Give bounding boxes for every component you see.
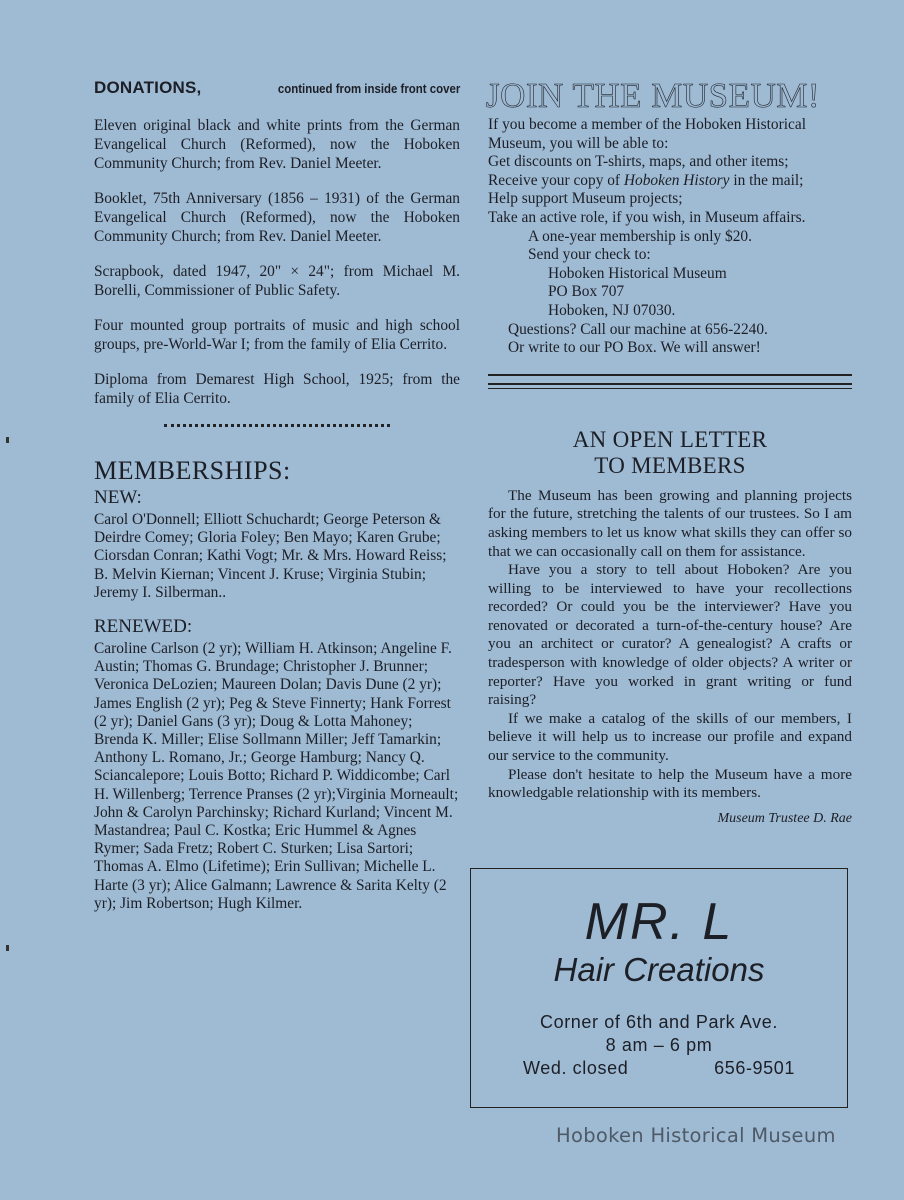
memberships-title: MEMBERSHIPS: bbox=[94, 456, 291, 485]
join-line: Museum, you will be able to: bbox=[488, 134, 669, 152]
open-letter-title-line2: TO MEMBERS bbox=[594, 452, 746, 478]
letter-paragraph: The Museum has been growing and planning projects for the future, stretching the talents of our trustees. So I am asking members to let us know what skills they can offer so that we can occasionally call on them for assistance. bbox=[488, 486, 852, 560]
ad-location: Corner of 6th and Park Ave. bbox=[539, 1012, 778, 1032]
join-museum-title: JOIN THE MUSEUM! bbox=[486, 76, 821, 115]
ad-business-subtitle: Hair Creations bbox=[553, 951, 765, 988]
donation-item: Diploma from Demarest High School, 1925; from the family of Elia Cerrito. bbox=[94, 371, 460, 407]
hair-salon-ad bbox=[470, 868, 848, 1108]
join-line bbox=[488, 172, 852, 191]
donation-item: Four mounted group portraits of music and high school groups, pre-World-War I; from the family of Elia Cerrito. bbox=[94, 317, 460, 353]
edge-mark bbox=[6, 437, 9, 443]
ad-closed-day: Wed. closed bbox=[523, 1058, 629, 1078]
publication-name: Hoboken History bbox=[623, 171, 730, 189]
address-line: Hoboken Historical Museum bbox=[548, 264, 727, 282]
join-text: Receive your copy of bbox=[488, 171, 624, 189]
ad-closed-phone-row bbox=[471, 1057, 847, 1080]
donations-header bbox=[94, 78, 460, 98]
join-text: in the mail; bbox=[729, 171, 804, 189]
new-members-list: Carol O'Donnell; Elliott Schuchardt; George Peterson & Deirdre Comey; Gloria Foley; Ben Mayo; Karen Grube; Ciorsdan Conran; Kathi Vogt; Mr. & Mrs. Howard Reiss; B. Melvin Kiernan; Vincent J. Kruse; Virginia Stubin; Jeremy I. Silberman.. bbox=[94, 511, 447, 601]
write-line: Or write to our PO Box. We will answer! bbox=[508, 339, 761, 357]
donation-item: Booklet, 75th Anniversary (1856 – 1931) of the German Evangelical Church (Reformed), now the Hoboken Community Church; from Rev. Daniel Meeter. bbox=[94, 190, 460, 245]
renewed-members-list: Caroline Carlson (2 yr); William H. Atkinson; Angeline F. Austin; Thomas G. Brundage; Christopher J. Brunner; Veronica DeLozien; Maureen Dolan; Davis Dune (2 yr); James English (2 yr); Peg & Steve Finnerty; Hank Forrest (2 yr); Daniel Gans (3 yr); Doug & Lotta Mahoney; Brenda K. Miller; Elise Sollmann Miller; Jeff Tamarkin; Anthony L. Romano, Jr.; George Hamburg; Nancy Q. Sciancalepore; Louis Botto; Richard P. Widdicombe; Carl H. Willenberg; Terrence Pranses (2 yr);Virginia Morneault; John & Carolyn Parchinsky; Richard Kurland; Vincent M. Mastandrea; Paul C. Kostka; Eric Hummel & Agnes Rymer; Sada Fretz; Robert C. Sturken; Lisa Sartori; Thomas A. Elmo (Lifetime); Erin Sullivan; Michelle L. Harte (3 yr); Alice Galmann; Lawrence & Sarita Kelty (2 yr); Jim Robertson; Hugh Kilmer. bbox=[94, 640, 459, 912]
watermark: Hoboken Historical Museum bbox=[556, 1124, 836, 1147]
address-line: PO Box 707 bbox=[548, 283, 625, 301]
questions-line: Questions? Call our machine at 656-2240. bbox=[508, 320, 768, 338]
letter-paragraph: If we make a catalog of the skills of our members, I believe it will help us to increase our profile and expand our service to the community. bbox=[488, 709, 852, 765]
send-check-line: Send your check to: bbox=[528, 246, 651, 264]
right-column bbox=[488, 78, 852, 827]
letter-paragraph: Please don't hesitate to help the Museum have a more knowledgable relationship with its members. bbox=[488, 765, 852, 802]
join-line: Help support Museum projects; bbox=[488, 190, 683, 208]
double-rule bbox=[488, 374, 852, 385]
join-line: Take an active role, if you wish, in Museum affairs. bbox=[488, 208, 806, 226]
join-line: If you become a member of the Hoboken Historical bbox=[488, 116, 806, 133]
donations-title: DONATIONS, bbox=[94, 78, 202, 97]
join-line: Get discounts on T-shirts, maps, and other items; bbox=[488, 153, 789, 171]
ad-hours: 8 am – 6 pm bbox=[605, 1035, 713, 1055]
ad-business-name: MR. L bbox=[584, 893, 734, 951]
edge-mark bbox=[6, 945, 9, 951]
donation-item: Scrapbook, dated 1947, 20" × 24"; from Michael M. Borelli, Commissioner of Public Safety. bbox=[94, 263, 460, 299]
open-letter-title-line1: AN OPEN LETTER bbox=[572, 426, 768, 452]
address-line: Hoboken, NJ 07030. bbox=[548, 301, 676, 319]
thin-rule bbox=[488, 388, 852, 389]
donation-item: Eleven original black and white prints from the German Evangelical Church (Reformed), now the Hoboken Community Church; from Rev. Daniel Meeter. bbox=[94, 117, 460, 172]
left-column bbox=[94, 78, 460, 927]
open-letter-title bbox=[488, 427, 852, 479]
ad-phone: 656-9501 bbox=[714, 1058, 795, 1078]
join-museum-body bbox=[488, 116, 852, 358]
open-letter-body bbox=[488, 487, 852, 803]
donations-continued-note: continued from inside front cover bbox=[277, 81, 460, 96]
membership-price: A one-year membership is only $20. bbox=[528, 227, 752, 245]
new-members-heading: NEW: bbox=[94, 487, 142, 508]
letter-paragraph: Have you a story to tell about Hoboken? Are you willing to be interviewed to have your recollections recorded? Or could you be the interviewer? Have you renovated or decorated a turn-of-the-century house? Are you an architect or curator? A genealogist? A crafts or tradesperson with knowledge of older objects? A writer or reporter? Have you worked in grant writing or fund raising? bbox=[488, 561, 852, 709]
section-divider bbox=[164, 424, 390, 427]
letter-signature: Museum Trustee D. Rae bbox=[717, 810, 852, 826]
renewed-members-heading: RENEWED: bbox=[94, 616, 193, 638]
